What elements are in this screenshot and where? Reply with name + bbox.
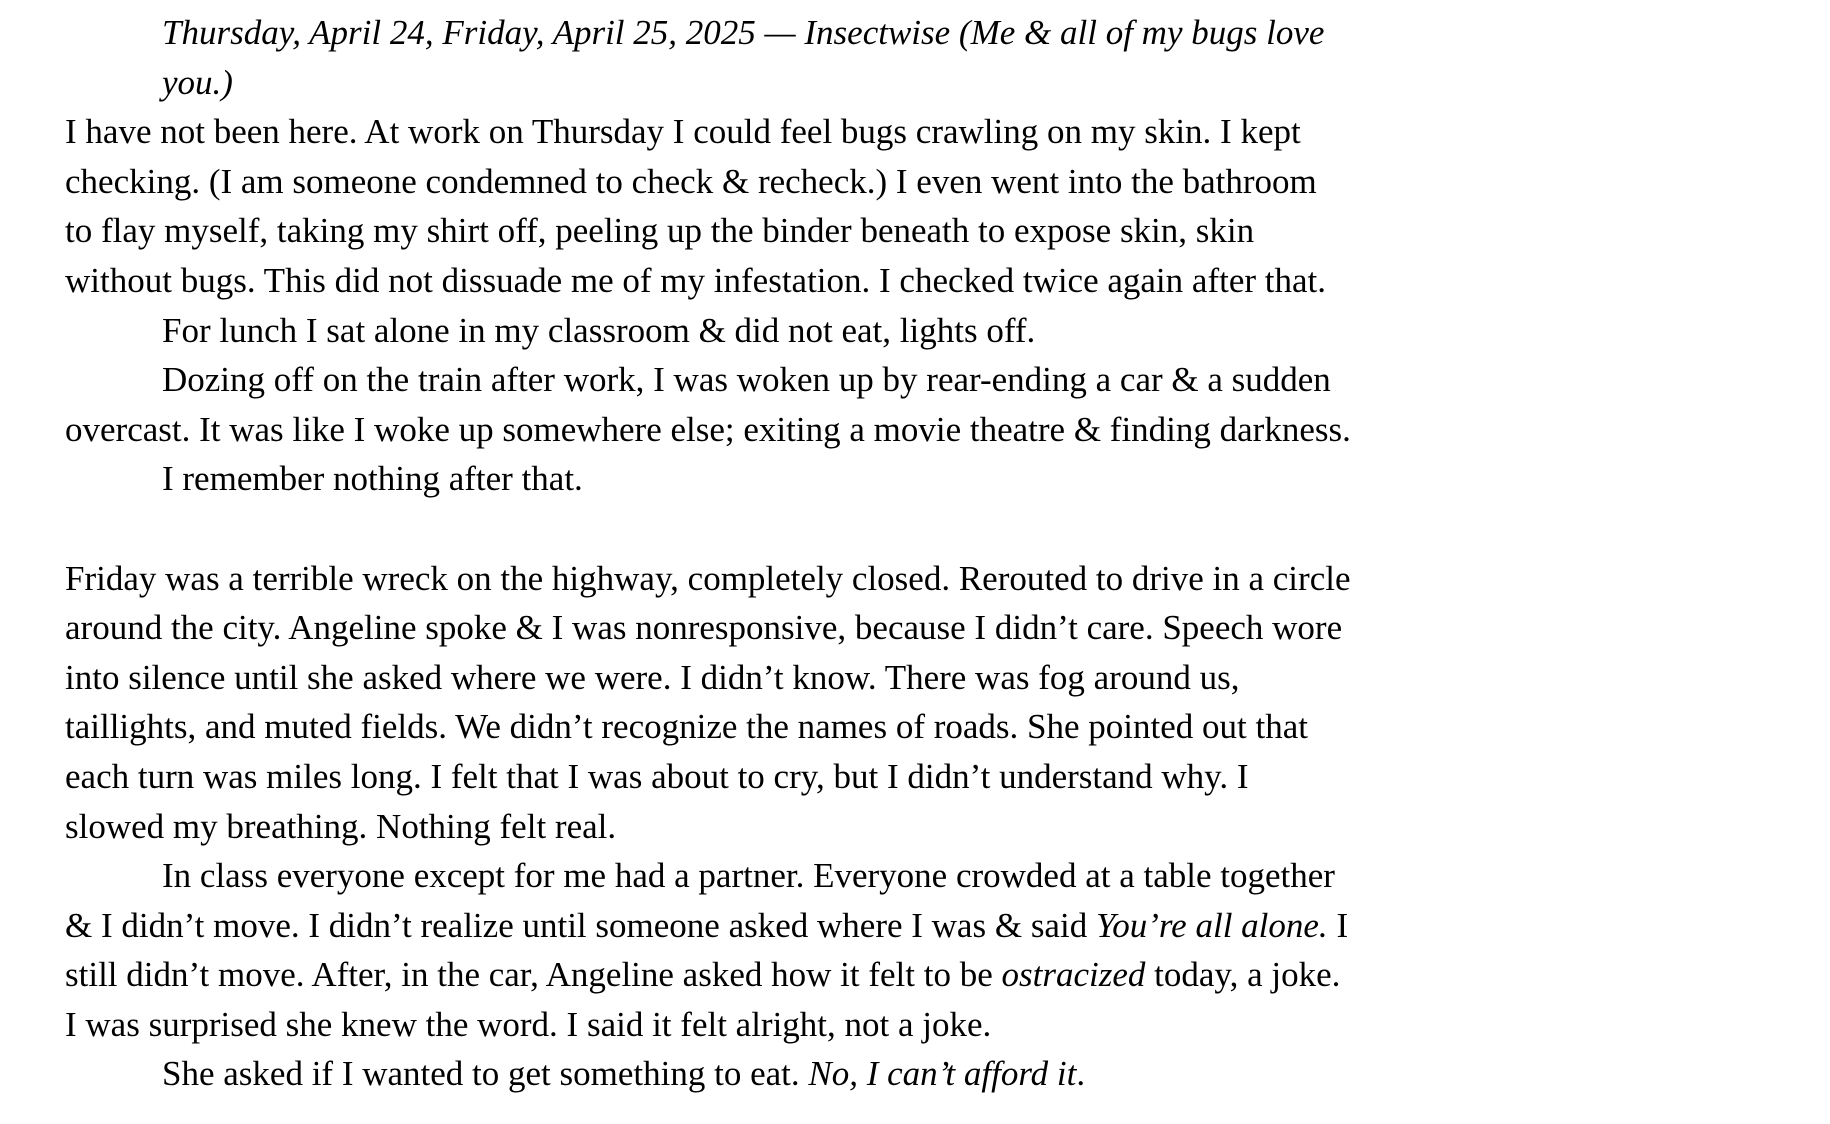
text-span: . bbox=[1076, 1054, 1086, 1094]
text-line: Dozing off on the train after work, I was woken up by rear-ending a car & a sudden bbox=[162, 360, 1331, 400]
friday-paragraph-1 bbox=[65, 554, 1465, 852]
italic-quote: You’re all alone. bbox=[1095, 905, 1328, 945]
section-break bbox=[65, 504, 1465, 554]
text-line: Friday was a terrible wreck on the highway, completely closed. Rerouted to drive in a circle bbox=[65, 558, 1351, 598]
text-span: & I didn’t move. I didn’t realize until someone asked where I was & said bbox=[65, 905, 1096, 945]
journal-entry bbox=[65, 8, 1465, 1099]
entry-title bbox=[65, 8, 1465, 107]
text-line: to flay myself, taking my shirt off, peeling up the binder beneath to expose skin, skin bbox=[65, 211, 1255, 251]
text-line: In class everyone except for me had a partner. Everyone crowded at a table together bbox=[162, 856, 1335, 896]
text-span: today, a joke. bbox=[1145, 955, 1341, 995]
friday-paragraph-2 bbox=[65, 851, 1465, 1049]
text-line: slowed my breathing. Nothing felt real. bbox=[65, 806, 617, 846]
text-span: I bbox=[1327, 905, 1349, 945]
thursday-paragraph-1 bbox=[65, 107, 1465, 305]
text-line bbox=[65, 950, 1465, 1000]
text-line: taillights, and muted fields. We didn’t recognize the names of roads. She pointed out that bbox=[65, 707, 1308, 747]
friday-paragraph-3 bbox=[65, 1049, 1465, 1099]
italic-word: ostracized bbox=[1001, 955, 1146, 995]
italic-quote: No, I can’t afford it bbox=[808, 1054, 1077, 1094]
entry-title-line-2: you.) bbox=[162, 62, 233, 102]
text-line: into silence until she asked where we were. I didn’t know. There was fog around us, bbox=[65, 657, 1240, 697]
text-span: She asked if I wanted to get something to eat. bbox=[162, 1054, 809, 1094]
thursday-paragraph-3 bbox=[65, 355, 1465, 454]
text-line: checking. (I am someone condemned to check & recheck.) I even went into the bathroom bbox=[65, 161, 1317, 201]
text-line bbox=[65, 901, 1465, 951]
text-line: without bugs. This did not dissuade me of my infestation. I checked twice again after that. bbox=[65, 260, 1326, 300]
text-line: each turn was miles long. I felt that I was about to cry, but I didn’t understand why. I bbox=[65, 756, 1249, 796]
text-line: I have not been here. At work on Thursday I could feel bugs crawling on my skin. I kept bbox=[65, 112, 1301, 152]
text-span: still didn’t move. After, in the car, Angeline asked how it felt to be bbox=[65, 955, 1002, 995]
text-line: I was surprised she knew the word. I said it felt alright, not a joke. bbox=[65, 1004, 992, 1044]
entry-title-line-1: Thursday, April 24, Friday, April 25, 2025 — Insectwise (Me & all of my bugs love bbox=[162, 13, 1325, 52]
text-line: around the city. Angeline spoke & I was nonresponsive, because I didn’t care. Speech wore bbox=[65, 608, 1343, 648]
thursday-paragraph-4: I remember nothing after that. bbox=[162, 459, 583, 499]
text-line: overcast. It was like I woke up somewhere else; exiting a movie theatre & finding darkness. bbox=[65, 409, 1351, 449]
thursday-paragraph-2: For lunch I sat alone in my classroom & did not eat, lights off. bbox=[162, 310, 1036, 350]
